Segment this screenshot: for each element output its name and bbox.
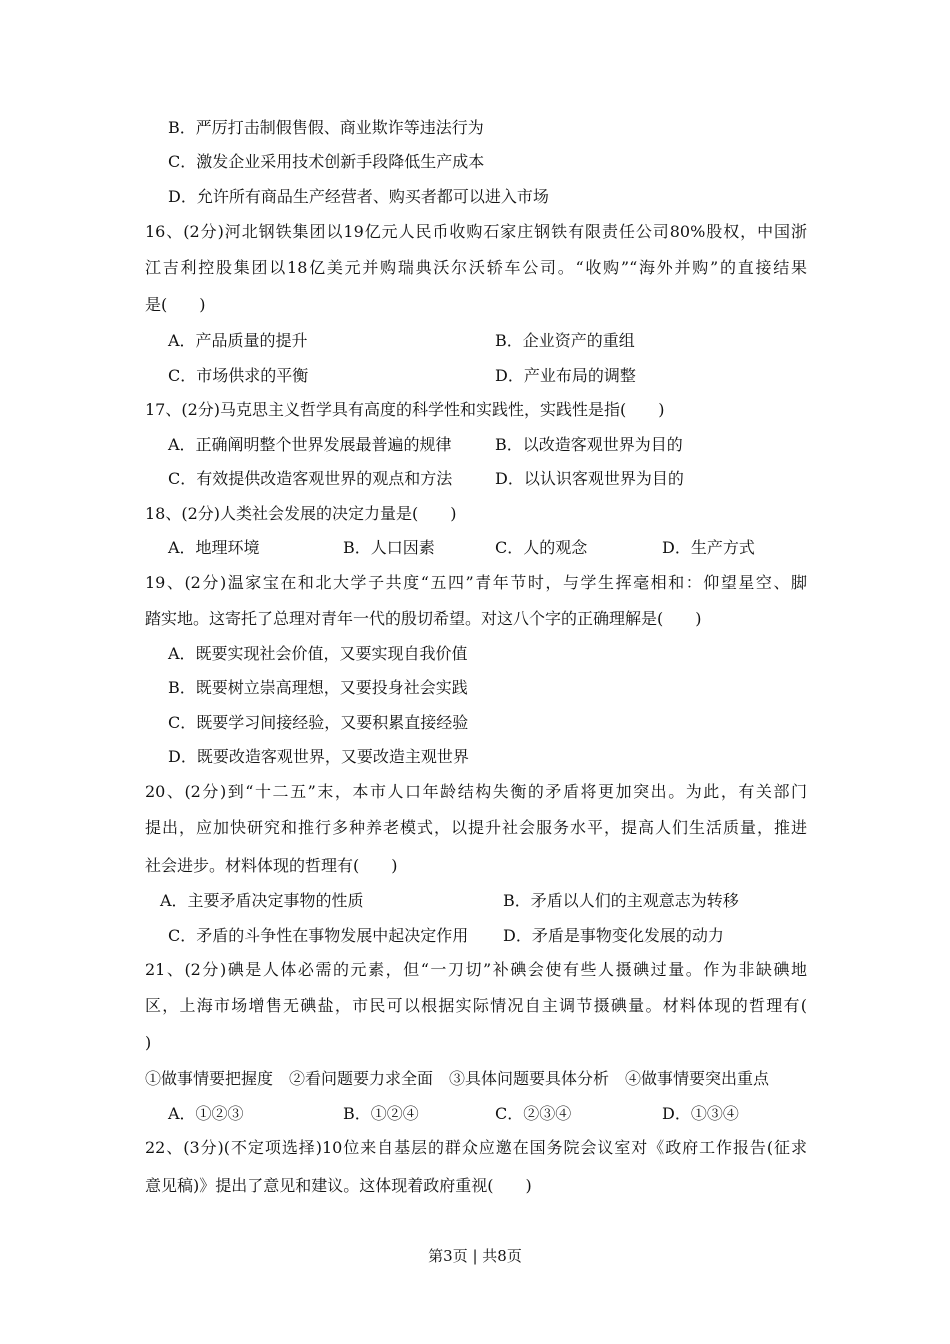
q15-option-d: D．允许所有商品生产经营者、购买者都可以进入市场	[168, 187, 549, 206]
q17-option-d: D．以认识客观世界为目的	[495, 469, 684, 488]
q18-option-c: C．人的观念	[495, 538, 588, 557]
q20-stem-line: 社会进步。材料体现的哲理有( )	[145, 856, 398, 875]
q19-option-b: B．既要树立崇高理想，又要投身社会实践	[168, 678, 468, 697]
q19-option-d: D．既要改造客观世界，又要改造主观世界	[168, 747, 469, 766]
q15-option-c: C．激发企业采用技术创新手段降低生产成本	[168, 152, 485, 171]
q19-stem-line: 19、(2分)温家宝在和北大学子共度“五四”青年节时，与学生挥毫相和：仰望星空、脚	[145, 573, 807, 592]
q20-stem-line: 20、(2分)到“十二五”末，本市人口年龄结构失衡的矛盾将更加突出。为此，有关部门	[145, 782, 807, 801]
q22-stem-line: 22、(3分)(不定项选择)10位来自基层的群众应邀在国务院会议室对《政府工作报告(征求	[145, 1138, 807, 1157]
q18-stem-line: 18、(2分)人类社会发展的决定力量是( )	[145, 504, 457, 523]
q17-option-c: C．有效提供改造客观世界的观点和方法	[168, 469, 453, 488]
q20-option-c: C．矛盾的斗争性在事物发展中起决定作用	[168, 926, 469, 945]
q22-stem-line: 意见稿)》提出了意见和建议。这体现着政府重视( )	[145, 1176, 532, 1195]
q19-option-c: C．既要学习间接经验，又要积累直接经验	[168, 713, 469, 732]
q17-option-b: B．以改造客观世界为目的	[495, 435, 683, 454]
q20-stem-line: 提出，应加快研究和推行多种养老模式，以提升社会服务水平，提高人们生活质量，推进	[145, 818, 807, 837]
q21-stem-line: 区，上海市场增售无碘盐，市民可以根据实际情况自主调节摄碘量。材料体现的哲理有(	[145, 996, 807, 1015]
q16-stem-line: 16、(2分)河北钢铁集团以19亿元人民币收购石家庄钢铁有限责任公司80%股权，中国浙	[145, 222, 807, 241]
q21-option-b: B．①②④	[343, 1104, 419, 1123]
q21-stem-line: )	[145, 1033, 152, 1052]
q19-option-a: A．既要实现社会价值，又要实现自我价值	[168, 644, 468, 663]
q21-option-d: D．①③④	[662, 1104, 739, 1123]
q16-stem-line: 是( )	[145, 295, 206, 314]
q18-option-a: A．地理环境	[168, 538, 260, 557]
q21-option-c: C．②③④	[495, 1104, 572, 1123]
q15-option-b: B．严厉打击制假售假、商业欺诈等违法行为	[168, 118, 484, 137]
q18-option-b: B．人口因素	[343, 538, 435, 557]
q21-statements: ①做事情要把握度 ②看问题要力求全面 ③具体问题要具体分析 ④做事情要突出重点	[145, 1069, 770, 1088]
page-number: 第3页 | 共8页	[428, 1247, 522, 1265]
q20-option-b: B．矛盾以人们的主观意志为转移	[503, 891, 739, 910]
q16-option-b: B．企业资产的重组	[495, 331, 635, 350]
q20-option-a: A．主要矛盾决定事物的性质	[160, 891, 364, 910]
q20-option-d: D．矛盾是事物变化发展的动力	[503, 926, 724, 945]
q16-option-d: D．产业布局的调整	[495, 366, 636, 385]
q19-stem-line: 踏实地。这寄托了总理对青年一代的殷切希望。对这八个字的正确理解是( )	[145, 609, 702, 628]
q18-option-d: D．生产方式	[662, 538, 755, 557]
q16-stem-line: 江吉利控股集团以18亿美元并购瑞典沃尔沃轿车公司。“收购”“海外并购”的直接结果	[145, 258, 807, 277]
q21-stem-line: 21、(2分)碘是人体必需的元素，但“一刀切”补碘会使有些人摄碘过量。作为非缺碘地	[145, 960, 807, 979]
q17-option-a: A．正确阐明整个世界发展最普遍的规律	[168, 435, 452, 454]
q16-option-c: C．市场供求的平衡	[168, 366, 309, 385]
q21-option-a: A．①②③	[168, 1104, 244, 1123]
q17-stem-line: 17、(2分)马克思主义哲学具有高度的科学性和实践性，实践性是指( )	[145, 400, 665, 419]
q16-option-a: A．产品质量的提升	[168, 331, 308, 350]
